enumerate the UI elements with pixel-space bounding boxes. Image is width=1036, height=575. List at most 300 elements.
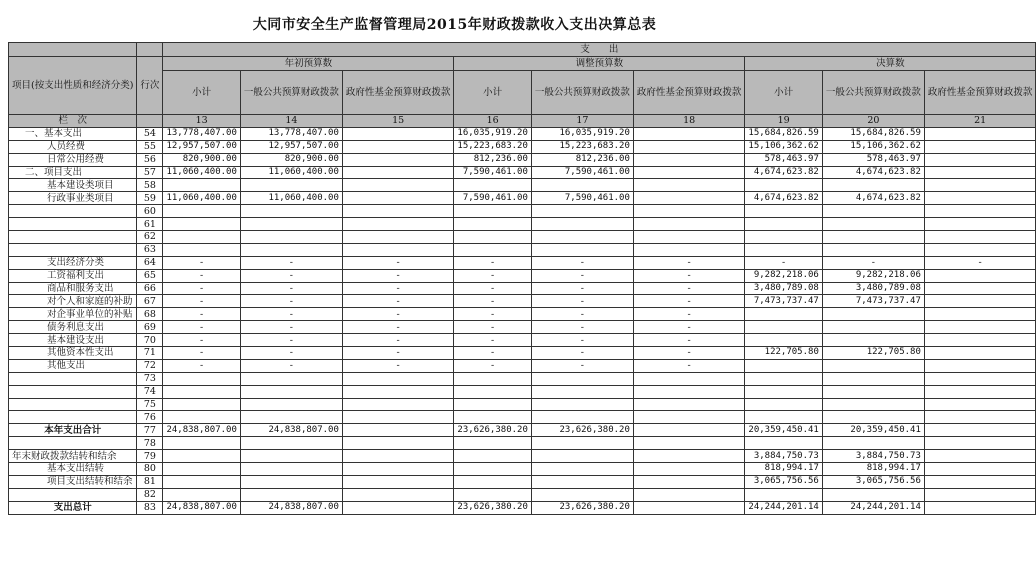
subcolumn-header: 一般公共预算财政拨款 — [240, 71, 342, 115]
amount-cell: 13,778,407.00 — [240, 127, 342, 140]
table-row — [9, 359, 1036, 372]
amount-cell — [633, 243, 745, 256]
amount-cell: 122,705.80 — [822, 347, 924, 360]
amount-cell — [745, 179, 822, 192]
amount-cell — [454, 243, 531, 256]
row-label: 行政事业类项目 — [9, 192, 137, 205]
amount-cell — [163, 385, 240, 398]
amount-cell: 23,626,380.20 — [454, 424, 531, 437]
row-number: 62 — [137, 231, 163, 244]
amount-cell: 7,590,461.00 — [531, 192, 633, 205]
table-row — [9, 334, 1036, 347]
amount-cell — [633, 424, 745, 437]
table-row — [9, 437, 1036, 450]
amount-cell — [454, 463, 531, 476]
amount-cell — [745, 205, 822, 218]
amount-cell: - — [240, 295, 342, 308]
amount-cell: - — [454, 321, 531, 334]
amount-cell — [633, 437, 745, 450]
amount-cell — [822, 231, 924, 244]
amount-cell: - — [342, 308, 454, 321]
amount-cell: 3,480,789.08 — [745, 282, 822, 295]
row-label: 二、项目支出 — [9, 166, 137, 179]
amount-cell — [342, 411, 454, 424]
row-number: 54 — [137, 127, 163, 140]
amount-cell — [342, 475, 454, 488]
amount-cell: - — [454, 334, 531, 347]
row-label: 基本建设类项目 — [9, 179, 137, 192]
column-index: 18 — [633, 115, 745, 128]
amount-cell — [454, 437, 531, 450]
amount-cell: 812,236.00 — [454, 153, 531, 166]
amount-cell: - — [240, 359, 342, 372]
row-number: 82 — [137, 488, 163, 501]
amount-cell: 11,060,400.00 — [163, 166, 240, 179]
subcolumn-header: 政府性基金预算财政拨款 — [924, 71, 1036, 115]
amount-cell: 23,626,380.20 — [531, 501, 633, 514]
amount-cell: - — [633, 308, 745, 321]
amount-cell: - — [454, 347, 531, 360]
page-title: 大同市安全生产监督管理局2015年财政拨款收入支出决算总表 — [252, 17, 657, 33]
amount-cell — [240, 205, 342, 218]
table-row — [9, 179, 1036, 192]
amount-cell — [454, 372, 531, 385]
subcolumn-header: 政府性基金预算财政拨款 — [342, 71, 454, 115]
subcolumn-header: 一般公共预算财政拨款 — [531, 71, 633, 115]
amount-cell — [342, 127, 454, 140]
amount-cell — [454, 475, 531, 488]
amount-cell — [531, 488, 633, 501]
amount-cell — [163, 372, 240, 385]
amount-cell — [633, 192, 745, 205]
amount-cell — [924, 475, 1036, 488]
row-number: 67 — [137, 295, 163, 308]
amount-cell — [633, 218, 745, 231]
amount-cell — [822, 437, 924, 450]
row-number: 76 — [137, 411, 163, 424]
row-label — [9, 218, 137, 231]
amount-cell: 24,838,807.00 — [163, 501, 240, 514]
row-label: 工资福利支出 — [9, 269, 137, 282]
amount-cell — [924, 321, 1036, 334]
amount-cell: 3,480,789.08 — [822, 282, 924, 295]
amount-cell: - — [531, 334, 633, 347]
project-column-header: 项目(按支出性质和经济分类) — [9, 57, 137, 115]
amount-cell: - — [822, 256, 924, 269]
amount-cell: 15,106,362.62 — [745, 140, 822, 153]
amount-cell — [822, 205, 924, 218]
amount-cell: 818,994.17 — [745, 463, 822, 476]
table-row — [9, 295, 1036, 308]
amount-cell — [745, 308, 822, 321]
amount-cell — [633, 501, 745, 514]
amount-cell — [822, 308, 924, 321]
amount-cell — [342, 218, 454, 231]
amount-cell: - — [633, 347, 745, 360]
amount-cell — [454, 398, 531, 411]
amount-cell — [342, 205, 454, 218]
row-label — [9, 231, 137, 244]
amount-cell — [163, 411, 240, 424]
amount-cell: 15,223,683.20 — [531, 140, 633, 153]
table-row — [9, 256, 1036, 269]
amount-cell: - — [531, 256, 633, 269]
amount-cell: 3,884,750.73 — [745, 450, 822, 463]
amount-cell: 4,674,623.82 — [822, 166, 924, 179]
amount-cell — [633, 179, 745, 192]
amount-cell: 20,359,450.41 — [745, 424, 822, 437]
amount-cell — [633, 127, 745, 140]
column-index: 14 — [240, 115, 342, 128]
amount-cell: - — [531, 269, 633, 282]
amount-cell — [531, 398, 633, 411]
table-row — [9, 463, 1036, 476]
amount-cell — [163, 179, 240, 192]
amount-cell — [822, 398, 924, 411]
column-index: 16 — [454, 115, 531, 128]
amount-cell — [454, 450, 531, 463]
amount-cell: - — [342, 359, 454, 372]
amount-cell — [822, 334, 924, 347]
amount-cell: 7,590,461.00 — [454, 166, 531, 179]
amount-cell — [633, 372, 745, 385]
amount-cell — [531, 218, 633, 231]
amount-cell — [924, 127, 1036, 140]
amount-cell — [633, 450, 745, 463]
row-number: 77 — [137, 424, 163, 437]
amount-cell — [822, 488, 924, 501]
row-number: 58 — [137, 179, 163, 192]
amount-cell — [531, 450, 633, 463]
table-row — [9, 475, 1036, 488]
row-number-header: 行次 — [137, 57, 163, 115]
amount-cell — [745, 321, 822, 334]
amount-cell — [342, 243, 454, 256]
row-label: 本年支出合计 — [9, 424, 137, 437]
amount-cell — [924, 205, 1036, 218]
amount-cell: - — [454, 308, 531, 321]
table-row — [9, 153, 1036, 166]
amount-cell — [531, 179, 633, 192]
amount-cell — [531, 243, 633, 256]
amount-cell — [163, 437, 240, 450]
amount-cell: 3,065,756.56 — [745, 475, 822, 488]
row-label: 对个人和家庭的补助 — [9, 295, 137, 308]
amount-cell: - — [240, 282, 342, 295]
row-number: 64 — [137, 256, 163, 269]
expense-header: 支 出 — [163, 43, 1036, 57]
group-header: 决算数 — [745, 57, 1036, 71]
amount-cell: - — [531, 347, 633, 360]
amount-cell — [924, 295, 1036, 308]
amount-cell — [924, 411, 1036, 424]
amount-cell — [342, 179, 454, 192]
amount-cell — [240, 450, 342, 463]
amount-cell — [163, 488, 240, 501]
amount-cell: 15,106,362.62 — [822, 140, 924, 153]
group-header: 年初预算数 — [163, 57, 454, 71]
amount-cell — [924, 463, 1036, 476]
amount-cell — [240, 437, 342, 450]
row-number: 73 — [137, 372, 163, 385]
amount-cell: - — [633, 282, 745, 295]
amount-cell — [924, 140, 1036, 153]
amount-cell — [633, 488, 745, 501]
amount-cell — [633, 153, 745, 166]
amount-cell — [822, 243, 924, 256]
amount-cell — [633, 166, 745, 179]
amount-cell — [745, 398, 822, 411]
amount-cell — [924, 218, 1036, 231]
amount-cell — [454, 205, 531, 218]
amount-cell: - — [342, 269, 454, 282]
amount-cell — [342, 450, 454, 463]
amount-cell: 4,674,623.82 — [822, 192, 924, 205]
amount-cell — [240, 398, 342, 411]
amount-cell — [342, 231, 454, 244]
amount-cell — [822, 179, 924, 192]
amount-cell: - — [531, 308, 633, 321]
amount-cell — [240, 218, 342, 231]
subcolumn-header: 一般公共预算财政拨款 — [822, 71, 924, 115]
table-row — [9, 127, 1036, 140]
amount-cell — [745, 437, 822, 450]
row-label: 其他支出 — [9, 359, 137, 372]
amount-cell — [454, 488, 531, 501]
amount-cell: 3,884,750.73 — [822, 450, 924, 463]
amount-cell — [822, 359, 924, 372]
amount-cell — [633, 205, 745, 218]
table-row — [9, 282, 1036, 295]
header-blank — [9, 43, 137, 57]
amount-cell: - — [454, 295, 531, 308]
amount-cell — [924, 334, 1036, 347]
row-number: 69 — [137, 321, 163, 334]
amount-cell — [633, 385, 745, 398]
amount-cell: - — [924, 256, 1036, 269]
amount-cell: - — [240, 347, 342, 360]
table-body — [9, 127, 1036, 514]
amount-cell — [924, 166, 1036, 179]
amount-cell — [745, 385, 822, 398]
amount-cell: 24,244,201.14 — [822, 501, 924, 514]
amount-cell — [342, 140, 454, 153]
subcolumn-header: 小计 — [745, 71, 822, 115]
row-number: 63 — [137, 243, 163, 256]
amount-cell — [531, 437, 633, 450]
amount-cell: 818,994.17 — [822, 463, 924, 476]
amount-cell — [924, 243, 1036, 256]
table-row — [9, 347, 1036, 360]
table-row — [9, 501, 1036, 514]
row-label: 支出总计 — [9, 501, 137, 514]
amount-cell: 3,065,756.56 — [822, 475, 924, 488]
amount-cell — [531, 411, 633, 424]
row-label: 对企事业单位的补贴 — [9, 308, 137, 321]
row-label — [9, 437, 137, 450]
amount-cell: - — [342, 295, 454, 308]
row-label — [9, 398, 137, 411]
table-row — [9, 488, 1036, 501]
amount-cell: - — [633, 269, 745, 282]
row-number: 78 — [137, 437, 163, 450]
row-label — [9, 411, 137, 424]
row-label: 人员经费 — [9, 140, 137, 153]
amount-cell: - — [531, 321, 633, 334]
amount-cell: 578,463.97 — [822, 153, 924, 166]
amount-cell: 20,359,450.41 — [822, 424, 924, 437]
amount-cell — [822, 372, 924, 385]
amount-cell — [240, 475, 342, 488]
row-label — [9, 385, 137, 398]
amount-cell: - — [163, 282, 240, 295]
amount-cell: 820,900.00 — [240, 153, 342, 166]
amount-cell: 23,626,380.20 — [531, 424, 633, 437]
table-row — [9, 450, 1036, 463]
column-index: 20 — [822, 115, 924, 128]
column-index-blank — [137, 115, 163, 128]
table-row — [9, 269, 1036, 282]
amount-cell — [531, 205, 633, 218]
row-number: 57 — [137, 166, 163, 179]
amount-cell — [240, 463, 342, 476]
column-index: 21 — [924, 115, 1036, 128]
amount-cell — [342, 385, 454, 398]
amount-cell: 11,060,400.00 — [240, 192, 342, 205]
row-number: 80 — [137, 463, 163, 476]
amount-cell: - — [454, 269, 531, 282]
amount-cell — [924, 192, 1036, 205]
row-label — [9, 488, 137, 501]
amount-cell — [745, 359, 822, 372]
row-number: 72 — [137, 359, 163, 372]
amount-cell: 11,060,400.00 — [163, 192, 240, 205]
amount-cell: - — [163, 321, 240, 334]
row-number: 83 — [137, 501, 163, 514]
amount-cell — [342, 463, 454, 476]
column-index: 19 — [745, 115, 822, 128]
row-number: 74 — [137, 385, 163, 398]
table-row — [9, 205, 1036, 218]
amount-cell — [163, 475, 240, 488]
amount-cell: - — [633, 256, 745, 269]
amount-cell: 7,473,737.47 — [745, 295, 822, 308]
amount-cell — [163, 398, 240, 411]
table-row — [9, 218, 1036, 231]
amount-cell — [924, 179, 1036, 192]
amount-cell — [342, 437, 454, 450]
amount-cell: 7,590,461.00 — [531, 166, 633, 179]
amount-cell — [745, 231, 822, 244]
amount-cell: 4,674,623.82 — [745, 192, 822, 205]
row-label: 项目支出结转和结余 — [9, 475, 137, 488]
amount-cell — [633, 475, 745, 488]
amount-cell: - — [454, 359, 531, 372]
table-row — [9, 243, 1036, 256]
row-number: 66 — [137, 282, 163, 295]
amount-cell — [531, 385, 633, 398]
row-label — [9, 243, 137, 256]
amount-cell — [240, 411, 342, 424]
amount-cell: - — [342, 282, 454, 295]
amount-cell — [163, 463, 240, 476]
amount-cell: 15,684,826.59 — [822, 127, 924, 140]
amount-cell: - — [633, 359, 745, 372]
amount-cell: - — [531, 359, 633, 372]
table-row — [9, 140, 1036, 153]
amount-cell — [531, 463, 633, 476]
amount-cell: - — [745, 256, 822, 269]
amount-cell — [163, 243, 240, 256]
amount-cell: - — [163, 256, 240, 269]
row-number: 65 — [137, 269, 163, 282]
amount-cell — [924, 501, 1036, 514]
amount-cell — [745, 411, 822, 424]
amount-cell — [924, 398, 1036, 411]
amount-cell — [745, 334, 822, 347]
amount-cell: 24,838,807.00 — [240, 424, 342, 437]
amount-cell: 12,957,507.00 — [163, 140, 240, 153]
amount-cell: - — [342, 347, 454, 360]
amount-cell: - — [163, 308, 240, 321]
row-label: 支出经济分类 — [9, 256, 137, 269]
amount-cell — [924, 308, 1036, 321]
row-label: 基本建设支出 — [9, 334, 137, 347]
amount-cell — [924, 437, 1036, 450]
amount-cell: - — [240, 269, 342, 282]
amount-cell — [240, 488, 342, 501]
amount-cell: - — [163, 359, 240, 372]
table-row — [9, 308, 1036, 321]
amount-cell — [924, 372, 1036, 385]
amount-cell: - — [240, 334, 342, 347]
amount-cell: - — [342, 321, 454, 334]
amount-cell: 9,282,218.06 — [745, 269, 822, 282]
amount-cell: - — [240, 321, 342, 334]
amount-cell: - — [163, 295, 240, 308]
amount-cell — [924, 282, 1036, 295]
amount-cell: - — [454, 282, 531, 295]
amount-cell: 11,060,400.00 — [240, 166, 342, 179]
amount-cell — [531, 231, 633, 244]
column-index: 13 — [163, 115, 240, 128]
amount-cell: 7,590,461.00 — [454, 192, 531, 205]
amount-cell: - — [531, 282, 633, 295]
amount-cell — [454, 231, 531, 244]
amount-cell — [531, 372, 633, 385]
amount-cell — [163, 218, 240, 231]
amount-cell — [924, 488, 1036, 501]
amount-cell: 15,223,683.20 — [454, 140, 531, 153]
amount-cell — [822, 321, 924, 334]
table-row — [9, 424, 1036, 437]
row-label: 债务利息支出 — [9, 321, 137, 334]
amount-cell: 9,282,218.06 — [822, 269, 924, 282]
amount-cell — [924, 385, 1036, 398]
row-label: 商品和服务支出 — [9, 282, 137, 295]
amount-cell — [924, 450, 1036, 463]
amount-cell: 7,473,737.47 — [822, 295, 924, 308]
row-label — [9, 205, 137, 218]
row-number: 70 — [137, 334, 163, 347]
table-row — [9, 372, 1036, 385]
table-row — [9, 398, 1036, 411]
row-number: 60 — [137, 205, 163, 218]
row-label: 年末财政拨款结转和结余 — [9, 450, 137, 463]
amount-cell — [163, 450, 240, 463]
amount-cell — [342, 153, 454, 166]
amount-cell — [342, 398, 454, 411]
